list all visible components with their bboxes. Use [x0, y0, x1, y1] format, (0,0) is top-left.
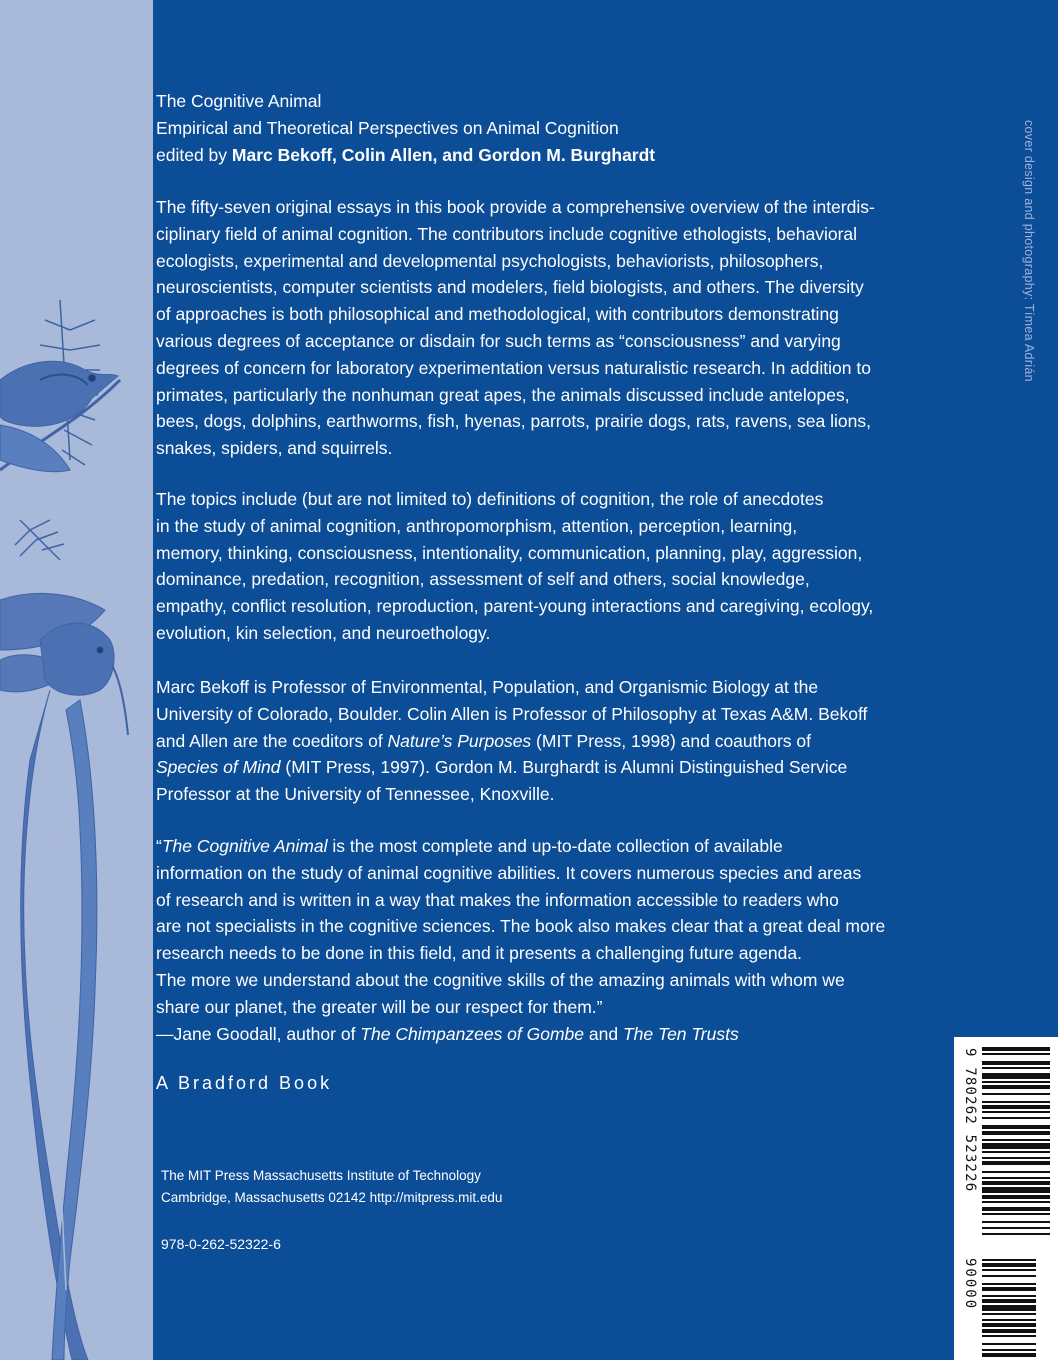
paragraph-line: of approaches is both philosophical and methodological, with contributors demonstrating: [156, 304, 839, 325]
barcode-addon-bar: [982, 1269, 1036, 1271]
barcode-addon-bar: [982, 1305, 1036, 1311]
paragraph-line: Professor at the University of Tennessee, Knoxville.: [156, 784, 555, 805]
barcode-bar: [982, 1117, 1050, 1119]
paragraph-line: dominance, predation, recognition, assessment of self and others, social knowledge,: [156, 569, 810, 590]
book-title: The Cognitive Animal: [156, 91, 322, 111]
barcode-bar: [982, 1161, 1050, 1165]
barcode-bar: [982, 1213, 1050, 1215]
barcode-addon-bar: [982, 1275, 1036, 1277]
barcode-addon-bar: [982, 1349, 1036, 1351]
barcode-bar: [982, 1171, 1050, 1173]
paragraph-line: University of Colorado, Boulder. Colin Allen is Professor of Philosophy at Texas A&M. Bekoff: [156, 703, 868, 724]
description-paragraph: [156, 194, 971, 462]
barcode-addon-bar: [982, 1287, 1036, 1291]
text-run: (MIT Press, 1998) and coauthors of: [531, 730, 811, 751]
publisher-line: The MIT Press Massachusetts Institute of Technology: [161, 1168, 481, 1183]
paragraph-line: ecologists, experimental and developmental psychologists, behaviorists, philosophers,: [156, 250, 824, 271]
book-title-species-of-mind: Species of Mind: [156, 757, 281, 778]
barcode-addon-bar: [982, 1295, 1036, 1297]
book-title-natures-purposes: Nature’s Purposes: [387, 730, 532, 751]
paragraph-line: [156, 833, 971, 860]
text-run: and: [584, 1023, 623, 1044]
barcode-bar: [982, 1061, 1050, 1065]
paragraph-line: in the study of animal cognition, anthropomorphism, attention, perception, learning,: [156, 515, 798, 536]
paragraph-line: are not specialists in the cognitive sciences. The book also makes clear that a great deal more: [156, 916, 886, 937]
barcode-digits: 9 780262 523226: [962, 1048, 978, 1193]
text-run: and Allen are the coeditors of: [156, 730, 388, 751]
barcode-bar: [982, 1053, 1050, 1055]
open-quote: “: [156, 836, 162, 856]
paragraph-line: information on the study of animal cognitive abilities. It covers numerous species and areas: [156, 862, 862, 883]
paragraph-line: [156, 728, 971, 755]
barcode-bar: [982, 1207, 1050, 1211]
paragraph-line: of research and is written in a way that makes the information accessible to readers who: [156, 889, 839, 910]
barcode-bar: [982, 1177, 1050, 1179]
publisher-info: [161, 1165, 502, 1209]
paragraph-line: neuroscientists, computer scientists and modelers, field biologists, and others. The diversity: [156, 277, 864, 298]
barcode-bar: [982, 1227, 1050, 1229]
paragraph-line: ciplinary field of animal cognition. The contributors include cognitive ethologists, behavioral: [156, 223, 858, 244]
book-subtitle: Empirical and Theoretical Perspectives on Animal Cognition: [156, 118, 619, 138]
editors-bio-paragraph: [156, 674, 971, 808]
publisher-address: Cambridge, Massachusetts 02142 http://mitpress.mit.edu: [161, 1190, 503, 1205]
barcode-bar: [982, 1195, 1050, 1199]
barcode-addon-bar: [982, 1313, 1036, 1315]
barcode-bar: [982, 1081, 1050, 1083]
paragraph-line: The more we understand about the cognitive skills of the amazing animals with whom we: [156, 969, 845, 990]
paragraph-line: primates, particularly the nonhuman great apes, the animals discussed include antelopes,: [156, 384, 850, 405]
barcode-bar: [982, 1067, 1050, 1069]
barcode-bar: [982, 1125, 1050, 1129]
barcode-addon-bar: [982, 1319, 1036, 1321]
barcode-addon-bar: [982, 1353, 1036, 1357]
endorsement-quote: [156, 833, 971, 1047]
barcode-addon-bar: [982, 1329, 1036, 1333]
paragraph-line: The topics include (but are not limited to) definitions of cognition, the role of anecdotes: [156, 489, 824, 509]
isbn: 978-0-262-52322-6: [161, 1236, 281, 1252]
barcode-bar: [982, 1151, 1050, 1153]
paragraph-line: share our planet, the greater will be our respect for them.”: [156, 996, 603, 1017]
text-run: —Jane Goodall, author of: [156, 1023, 361, 1044]
paragraph-line: bees, dogs, dolphins, earthworms, fish, hyenas, parrots, prairie dogs, rats, ravens, sea lions,: [156, 411, 871, 432]
paragraph-line: degrees of concern for laboratory experimentation versus naturalistic research. In addition to: [156, 357, 871, 378]
barcode-bar: [982, 1181, 1050, 1185]
barcode-bar: [982, 1085, 1050, 1089]
paragraph-line: memory, thinking, consciousness, intentionality, communication, planning, play, aggression,: [156, 542, 863, 563]
barcode-addon-bar: [982, 1299, 1036, 1303]
barcode-bar: [982, 1201, 1050, 1203]
barcode-bar: [982, 1157, 1050, 1159]
barcode-bar: [982, 1105, 1050, 1109]
book-title-cognitive-animal: The Cognitive Animal: [161, 836, 328, 856]
barcode-addon-digits: 90000: [962, 1258, 978, 1311]
barcode-addon-bar: [982, 1283, 1036, 1285]
barcode-addon-bar: [982, 1343, 1036, 1345]
imprint-label: A Bradford Book: [156, 1073, 333, 1093]
quote-attribution: [156, 1021, 971, 1048]
cover-credit: cover design and photography: Tímea Adrián: [1022, 120, 1036, 382]
text-run: (MIT Press, 1997). Gordon M. Burghardt is Alumni Distinguished Service: [280, 757, 848, 778]
barcode-bar: [982, 1221, 1050, 1223]
edited-by-label: edited by: [156, 145, 232, 165]
book-title-ten-trusts: The Ten Trusts: [622, 1023, 739, 1044]
paragraph-line: Marc Bekoff is Professor of Environmental, Population, and Organismic Biology at the: [156, 677, 819, 697]
editors-line: [156, 142, 916, 169]
paragraph-line: evolution, kin selection, and neuroethology.: [156, 622, 491, 643]
barcode-addon-bar: [982, 1323, 1036, 1327]
barcode-bar: [982, 1131, 1050, 1135]
barcode-bar: [982, 1187, 1050, 1193]
paragraph-line: [156, 754, 971, 781]
paragraph-line: The fifty-seven original essays in this book provide a comprehensive overview of the interdis-: [156, 197, 875, 217]
topics-paragraph: [156, 486, 971, 647]
barcode-bar: [982, 1233, 1050, 1235]
book-title-chimpanzees: The Chimpanzees of Gombe: [360, 1023, 585, 1044]
barcode-addon-bar: [982, 1259, 1036, 1261]
barcode-bar: [982, 1047, 1050, 1051]
paragraph-line: research needs to be done in this field, and it presents a challenging future agenda.: [156, 943, 802, 964]
paragraph-line: various degrees of acceptance or disdain for such terms as “consciousness” and varying: [156, 330, 841, 351]
barcode-addon-bar: [982, 1335, 1036, 1337]
barcode-addon-bar: [982, 1263, 1036, 1267]
text-run: is the most complete and up-to-date collection of available: [327, 836, 783, 856]
paragraph-line: snakes, spiders, and squirrels.: [156, 438, 393, 459]
editors-names: Marc Bekoff, Colin Allen, and Gordon M. Burghardt: [231, 145, 656, 165]
barcode-bar: [982, 1143, 1050, 1149]
barcode-bar: [982, 1111, 1050, 1113]
barcode-bar: [982, 1073, 1050, 1079]
paragraph-line: empathy, conflict resolution, reproduction, parent-young interactions and caregiving, ecology,: [156, 596, 874, 617]
barcode-bar: [982, 1139, 1050, 1141]
barcode-bar: [982, 1093, 1050, 1095]
title-block: [156, 88, 916, 169]
barcode-bar: [982, 1101, 1050, 1103]
